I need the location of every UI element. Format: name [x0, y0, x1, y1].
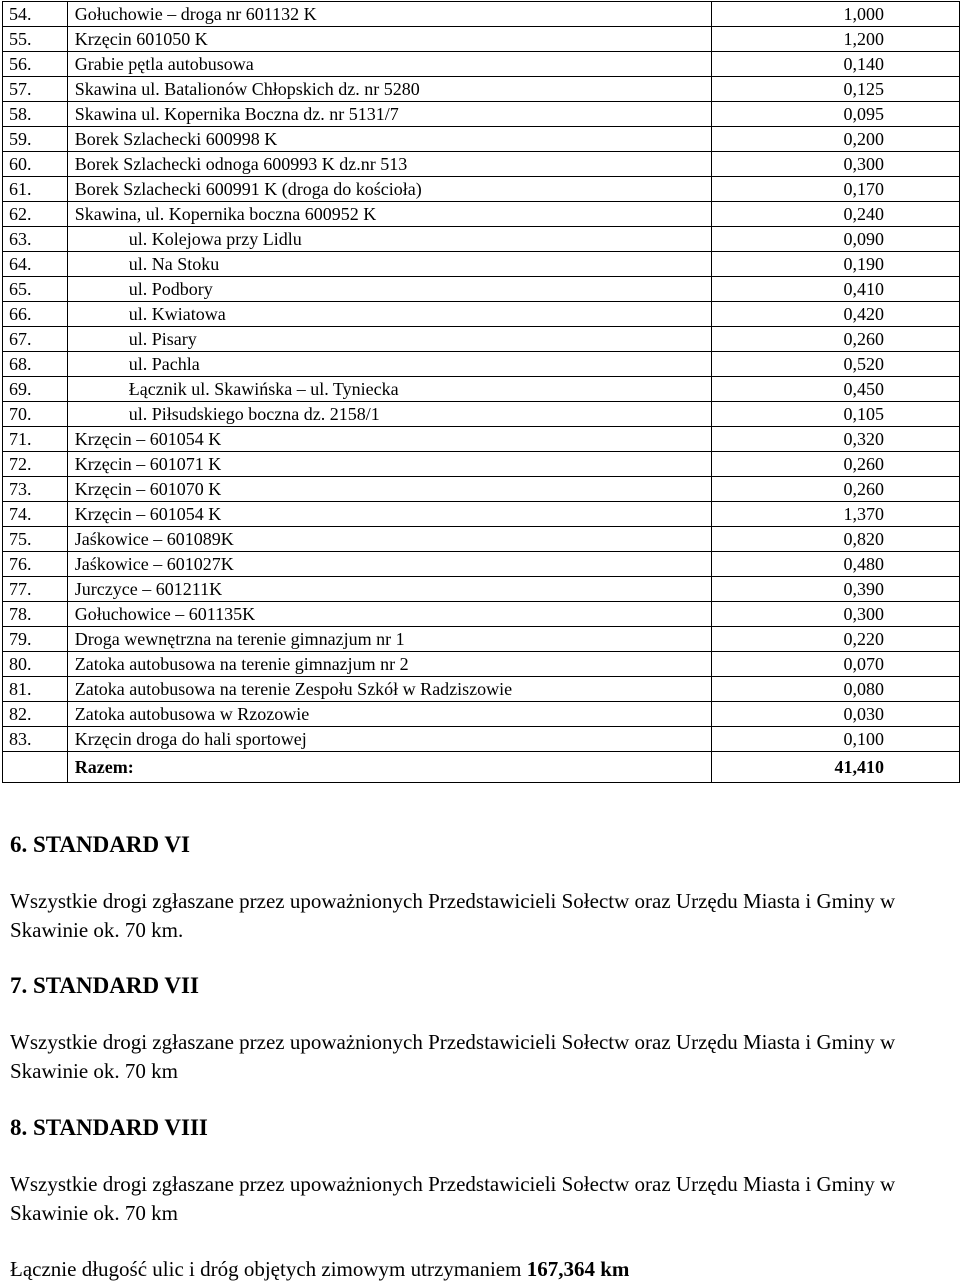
total-number-cell [3, 752, 68, 783]
road-name: Gołuchowice – 601135K [74, 604, 256, 624]
row-number: 67. [3, 327, 68, 352]
road-name-cell [67, 277, 711, 302]
road-name-cell [67, 577, 711, 602]
section-6-heading: 6. STANDARD VI [10, 832, 190, 857]
row-number: 66. [3, 302, 68, 327]
road-length: 0,320 [711, 427, 959, 452]
summary-text: Łącznie długość ulic i dróg objętych zimowym utrzymaniem [10, 1257, 527, 1281]
road-length: 0,170 [711, 177, 959, 202]
road-length: 0,410 [711, 277, 959, 302]
table-row [3, 27, 960, 52]
road-name-cell [67, 477, 711, 502]
road-length: 1,000 [711, 2, 959, 27]
road-name: ul. Pachla [128, 354, 200, 374]
road-name-cell [67, 552, 711, 577]
road-name-cell [67, 677, 711, 702]
road-length: 0,030 [711, 702, 959, 727]
row-number: 71. [3, 427, 68, 452]
row-number: 56. [3, 52, 68, 77]
table-row [3, 52, 960, 77]
row-number: 59. [3, 127, 68, 152]
road-name: Krzęcin droga do hali sportowej [74, 729, 307, 749]
road-name: ul. Kwiatowa [128, 304, 226, 324]
row-number: 77. [3, 577, 68, 602]
road-length: 0,125 [711, 77, 959, 102]
road-name-cell [67, 252, 711, 277]
road-length: 1,200 [711, 27, 959, 52]
row-number: 83. [3, 727, 68, 752]
section-7-text: Wszystkie drogi zgłaszane przez upoważnionych Przedstawicieli Sołectw oraz Urzędu Miasta i Gminy w Skawinie ok. 70 km [10, 1030, 896, 1083]
row-number: 76. [3, 552, 68, 577]
road-length: 0,420 [711, 302, 959, 327]
total-value: 41,410 [711, 752, 959, 783]
road-name: Zatoka autobusowa na terenie Zespołu Szkół w Radziszowie [74, 679, 513, 699]
row-number: 54. [3, 2, 68, 27]
row-number: 61. [3, 177, 68, 202]
road-name-cell [67, 402, 711, 427]
table-row [3, 602, 960, 627]
row-number: 72. [3, 452, 68, 477]
road-length: 0,260 [711, 477, 959, 502]
table-row [3, 552, 960, 577]
section-6-text: Wszystkie drogi zgłaszane przez upoważnionych Przedstawicieli Sołectw oraz Urzędu Miasta i Gminy w Skawinie ok. 70 km. [10, 889, 896, 942]
table-row [3, 652, 960, 677]
road-name: Łącznik ul. Skawińska – ul. Tyniecka [128, 379, 399, 399]
section-8-text: Wszystkie drogi zgłaszane przez upoważnionych Przedstawicieli Sołectw oraz Urzędu Miasta i Gminy w Skawinie ok. 70 km [10, 1172, 896, 1225]
table-row [3, 452, 960, 477]
road-name: ul. Pisary [128, 329, 197, 349]
road-name: ul. Kolejowa przy Lidlu [128, 229, 302, 249]
road-name: Skawina, ul. Kopernika boczna 600952 K [74, 204, 377, 224]
table-row [3, 527, 960, 552]
road-name-cell [67, 77, 711, 102]
row-number: 79. [3, 627, 68, 652]
road-name-cell [67, 527, 711, 552]
road-length: 0,520 [711, 352, 959, 377]
road-name-cell [67, 27, 711, 52]
road-length: 0,820 [711, 527, 959, 552]
table-row [3, 327, 960, 352]
row-number: 57. [3, 77, 68, 102]
road-length: 0,100 [711, 727, 959, 752]
road-name: Skawina ul. Batalionów Chłopskich dz. nr 5280 [74, 79, 420, 99]
table-row [3, 102, 960, 127]
table-row [3, 227, 960, 252]
road-name-cell [67, 152, 711, 177]
road-name: Krzęcin – 601054 K [74, 504, 222, 524]
road-length: 0,140 [711, 52, 959, 77]
road-name-cell [67, 727, 711, 752]
road-length: 0,300 [711, 602, 959, 627]
row-number: 60. [3, 152, 68, 177]
table-row [3, 352, 960, 377]
section-8-heading: 8. STANDARD VIII [10, 1115, 208, 1140]
road-name-cell [67, 202, 711, 227]
road-name-cell [67, 102, 711, 127]
row-number: 63. [3, 227, 68, 252]
row-number: 75. [3, 527, 68, 552]
row-number: 81. [3, 677, 68, 702]
road-name: Borek Szlachecki 600991 K (droga do kościoła) [74, 179, 422, 199]
road-name: Gołuchowie – droga nr 601132 K [74, 4, 317, 24]
road-name: ul. Piłsudskiego boczna dz. 2158/1 [128, 404, 380, 424]
road-name-cell [67, 352, 711, 377]
road-name: Jurczyce – 601211K [74, 579, 223, 599]
road-length: 0,260 [711, 452, 959, 477]
road-name: Skawina ul. Kopernika Boczna dz. nr 5131/7 [74, 104, 399, 124]
table-row [3, 627, 960, 652]
road-name: Jaśkowice – 601089K [74, 529, 234, 549]
road-name-cell [67, 502, 711, 527]
table-row [3, 202, 960, 227]
table-row [3, 177, 960, 202]
summary-value: 167,364 km [526, 1257, 630, 1281]
road-name-cell [67, 2, 711, 27]
road-name: Borek Szlachecki 600998 K [74, 129, 278, 149]
road-name: Droga wewnętrzna na terenie gimnazjum nr 1 [74, 629, 405, 649]
road-name-cell [67, 52, 711, 77]
road-name-cell [67, 377, 711, 402]
road-name-cell [67, 127, 711, 152]
row-number: 74. [3, 502, 68, 527]
road-name: Zatoka autobusowa na terenie gimnazjum nr 2 [74, 654, 409, 674]
total-length-summary [10, 1257, 629, 1282]
road-name-cell [67, 327, 711, 352]
road-name: Krzęcin – 601070 K [74, 479, 222, 499]
table-row [3, 77, 960, 102]
road-length: 0,220 [711, 627, 959, 652]
total-label: Razem: [67, 752, 711, 783]
row-number: 80. [3, 652, 68, 677]
table-row [3, 702, 960, 727]
table-row [3, 277, 960, 302]
roads-table [2, 1, 960, 783]
row-number: 62. [3, 202, 68, 227]
road-length: 0,095 [711, 102, 959, 127]
road-length: 0,480 [711, 552, 959, 577]
road-name: Grabie pętla autobusowa [74, 54, 254, 74]
road-name-cell [67, 227, 711, 252]
row-number: 73. [3, 477, 68, 502]
road-length: 0,070 [711, 652, 959, 677]
road-length: 1,370 [711, 502, 959, 527]
road-length: 0,450 [711, 377, 959, 402]
table-row [3, 402, 960, 427]
total-row [3, 752, 960, 783]
road-name: ul. Na Stoku [128, 254, 220, 274]
road-length: 0,240 [711, 202, 959, 227]
table-row [3, 377, 960, 402]
road-name-cell [67, 652, 711, 677]
row-number: 58. [3, 102, 68, 127]
row-number: 55. [3, 27, 68, 52]
row-number: 64. [3, 252, 68, 277]
table-row [3, 302, 960, 327]
road-name-cell [67, 602, 711, 627]
road-length: 0,300 [711, 152, 959, 177]
road-length: 0,105 [711, 402, 959, 427]
road-length: 0,200 [711, 127, 959, 152]
road-length: 0,080 [711, 677, 959, 702]
road-name: ul. Podbory [128, 279, 213, 299]
road-name-cell [67, 302, 711, 327]
table-row [3, 577, 960, 602]
table-row [3, 2, 960, 27]
road-name-cell [67, 452, 711, 477]
row-number: 68. [3, 352, 68, 377]
road-name-cell [67, 627, 711, 652]
row-number: 70. [3, 402, 68, 427]
road-name: Krzęcin – 601054 K [74, 429, 222, 449]
table-row [3, 152, 960, 177]
row-number: 78. [3, 602, 68, 627]
row-number: 65. [3, 277, 68, 302]
table-row [3, 677, 960, 702]
road-length: 0,090 [711, 227, 959, 252]
row-number: 69. [3, 377, 68, 402]
road-name: Jaśkowice – 601027K [74, 554, 234, 574]
row-number: 82. [3, 702, 68, 727]
road-name-cell [67, 702, 711, 727]
road-name: Zatoka autobusowa w Rzozowie [74, 704, 310, 724]
road-name: Krzęcin 601050 K [74, 29, 208, 49]
table-row [3, 252, 960, 277]
table-row [3, 427, 960, 452]
road-name: Borek Szlachecki odnoga 600993 K dz.nr 513 [74, 154, 408, 174]
road-length: 0,390 [711, 577, 959, 602]
roads-table-body [3, 2, 960, 783]
road-name-cell [67, 427, 711, 452]
table-row [3, 477, 960, 502]
road-length: 0,260 [711, 327, 959, 352]
road-name-cell [67, 177, 711, 202]
road-length: 0,190 [711, 252, 959, 277]
table-row [3, 502, 960, 527]
section-7-heading: 7. STANDARD VII [10, 973, 199, 998]
road-name: Krzęcin – 601071 K [74, 454, 222, 474]
table-row [3, 727, 960, 752]
table-row [3, 127, 960, 152]
